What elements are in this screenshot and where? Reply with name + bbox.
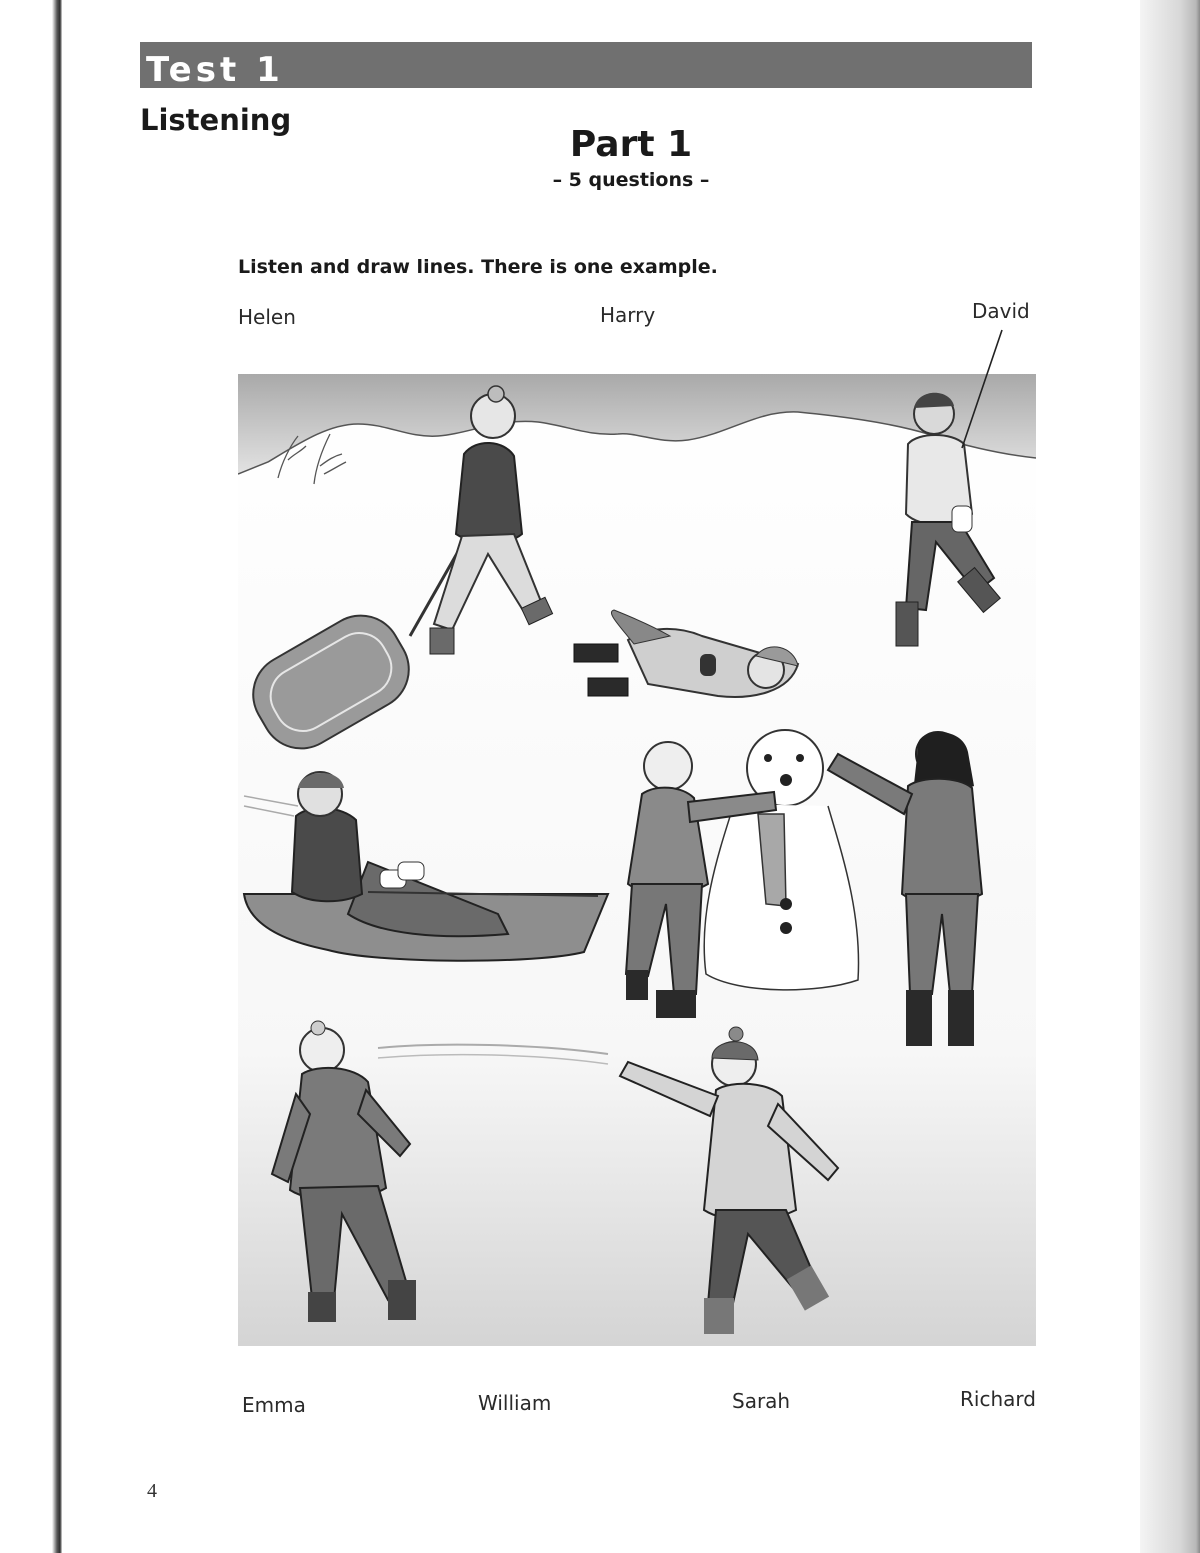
name-helen[interactable]: Helen — [238, 305, 296, 329]
part-title: Part 1 — [569, 124, 693, 165]
name-sarah[interactable]: Sarah — [732, 1389, 791, 1413]
name-william[interactable]: William — [478, 1391, 552, 1415]
page-edge-shadow — [1140, 0, 1200, 1553]
name-david[interactable]: David — [972, 299, 1030, 323]
instruction-text: Listen and draw lines. There is one example. — [238, 256, 718, 278]
name-richard[interactable]: Richard — [960, 1387, 1036, 1411]
winter-scene-illustration — [238, 374, 1036, 1346]
section-title: Listening — [140, 103, 292, 137]
test-title: Test 1 — [146, 50, 284, 90]
name-harry[interactable]: Harry — [600, 303, 656, 327]
page-binding-shadow — [0, 0, 62, 1553]
part-subtitle: – 5 questions – — [552, 169, 710, 191]
name-emma[interactable]: Emma — [242, 1393, 306, 1417]
page-number: 4 — [147, 1480, 157, 1502]
